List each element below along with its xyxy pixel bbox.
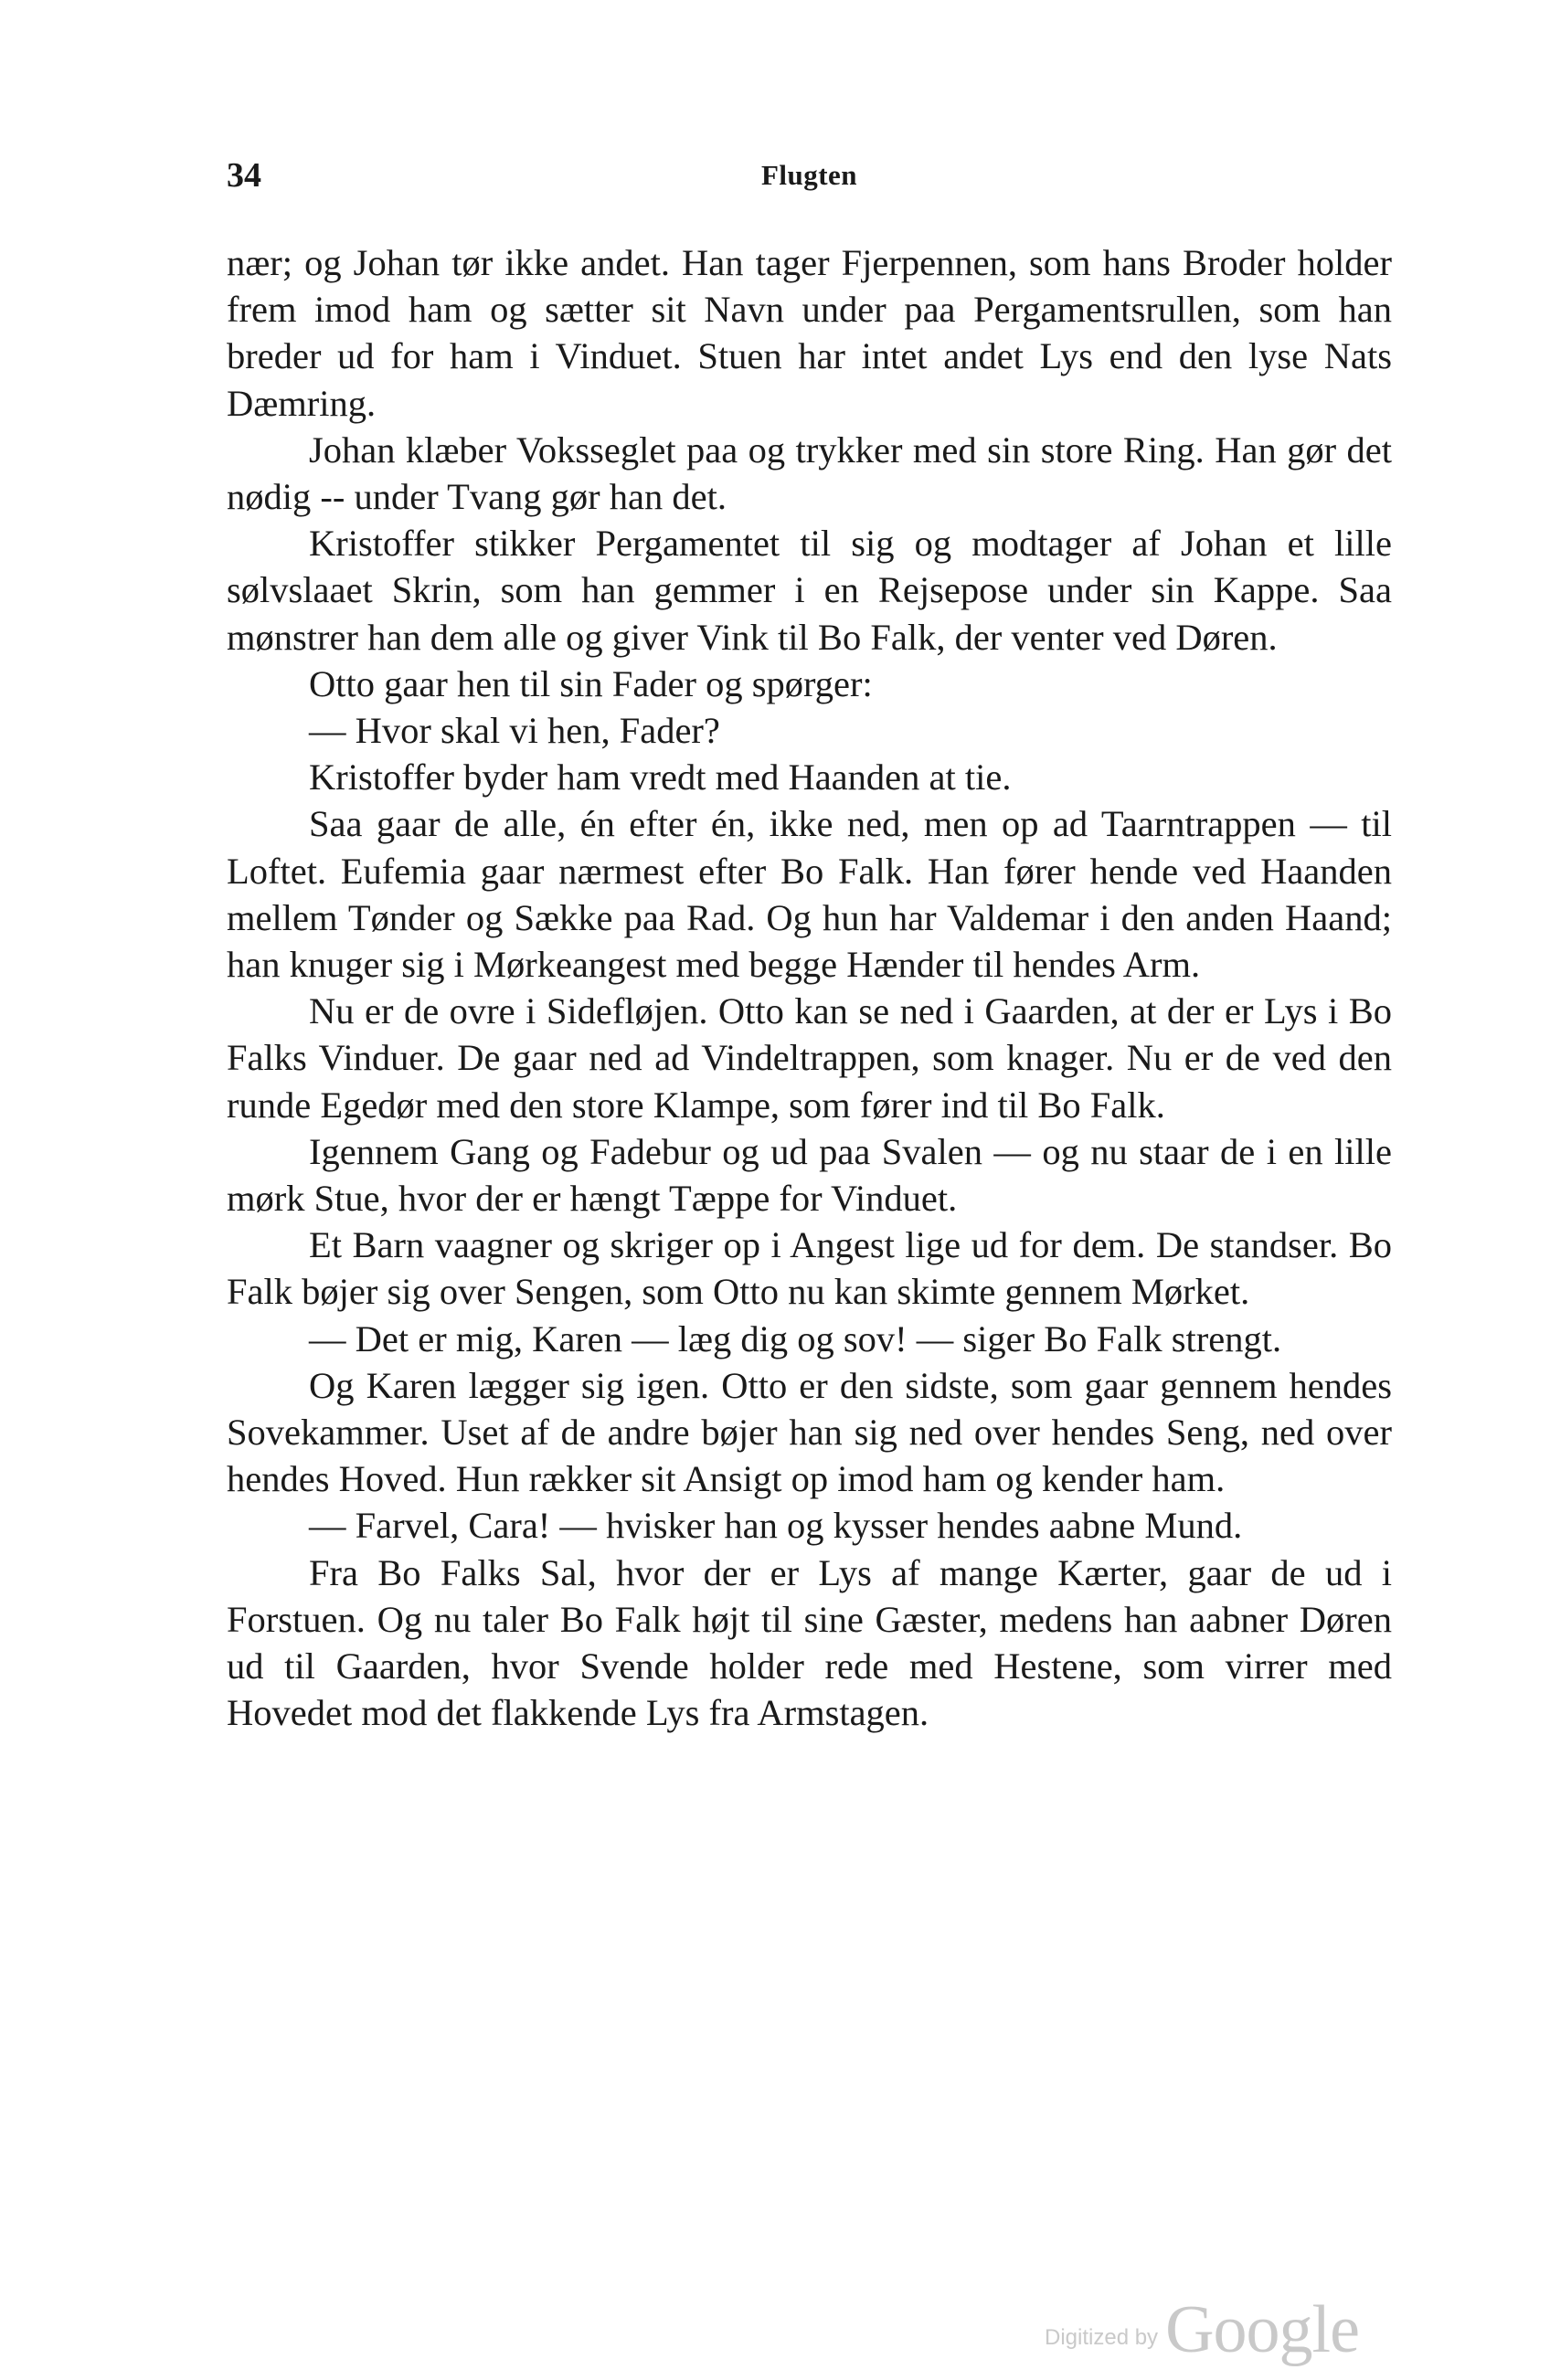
paragraph: Saa gaar de alle, én efter én, ikke ned, men op ad Taarntrappen — til Loftet. Eufemia gaar nærmest efter Bo Falk. Han fører hende ved Haanden mellem Tønder og Sække paa Rad. Og hun har Valdemar i den anden Haand; han knuger sig i Mørkeangest med begge Hænder til hendes Arm. (227, 803, 1392, 986)
paragraph: — Det er mig, Karen — læg dig og sov! — siger Bo Falk strengt. (309, 1317, 1282, 1359)
paragraph: — Farvel, Cara! — hvisker han og kysser hendes aabne Mund. (309, 1505, 1243, 1547)
paragraph: Igennem Gang og Fadebur og ud paa Svalen — og nu staar de i en lille mørk Stue, hvor der er hængt Tæppe for Vinduet. (227, 1130, 1392, 1220)
paragraph: Fra Bo Falks Sal, hvor der er Lys af mange Kærter, gaar de ud i Forstuen. Og nu taler Bo Falk højt til sine Gæster, medens han aabner Døren ud til Gaarden, hvor Svende holder rede med Hestene, som virrer med Hovedet mod det flakkende Lys fra Armstagen. (227, 1551, 1392, 1734)
paragraph: nær; og Johan tør ikke andet. Han tager Fjerpennen, som hans Broder holder frem imod ham og sætter sit Navn under paa Pergamentsrullen, som han breder ud for ham i Vinduet. Stuen har intet andet Lys end den lyse Nats Dæmring. (227, 242, 1392, 424)
paragraph: Nu er de ovre i Sidefløjen. Otto kan se ned i Gaarden, at der er Lys i Bo Falks Vinduer. De gaar ned ad Vindeltrappen, som knager. Nu er de ved den runde Egedør med den store Klampe, som fører ind til Bo Falk. (227, 990, 1392, 1126)
paragraph: Kristoffer stikker Pergamentet til sig og modtager af Johan et lille sølvslaaet Skrin, som han gemmer i en Rejsepose under sin Kappe. Saa mønstrer han dem alle og giver Vink til Bo Falk, der venter ved Døren. (227, 523, 1392, 658)
paragraph: Otto gaar hen til sin Fader og spørger: (309, 662, 873, 704)
page-number: 34 (227, 156, 261, 195)
page-header (227, 155, 1392, 201)
digitized-watermark (1045, 2291, 1359, 2369)
body-text (227, 239, 1392, 1737)
paragraph: Johan klæber Voksseglet paa og trykker med sin store Ring. Han gør det nødig -- under Tvang gør han det. (227, 428, 1392, 518)
paragraph: Kristoffer byder ham vredt med Haanden at tie. (309, 756, 1012, 799)
paragraph: — Hvor skal vi hen, Fader? (309, 710, 720, 752)
watermark-prefix: Digitized by (1045, 2325, 1159, 2350)
paragraph: Et Barn vaagner og skriger op i Angest lige ud for dem. De standser. Bo Falk bøjer sig over Sengen, som Otto nu kan skimte gennem Mørket. (227, 1224, 1392, 1313)
running-title: Flugten (760, 159, 858, 191)
paragraph: Og Karen lægger sig igen. Otto er den sidste, som gaar gennem hendes Sovekammer. Uset af de andre bøjer han sig ned over hendes Seng, ned over hendes Hoved. Hun rækker sit Ansigt op imod ham og kender ham. (227, 1364, 1392, 1500)
google-logo: Google (1165, 2292, 1359, 2367)
